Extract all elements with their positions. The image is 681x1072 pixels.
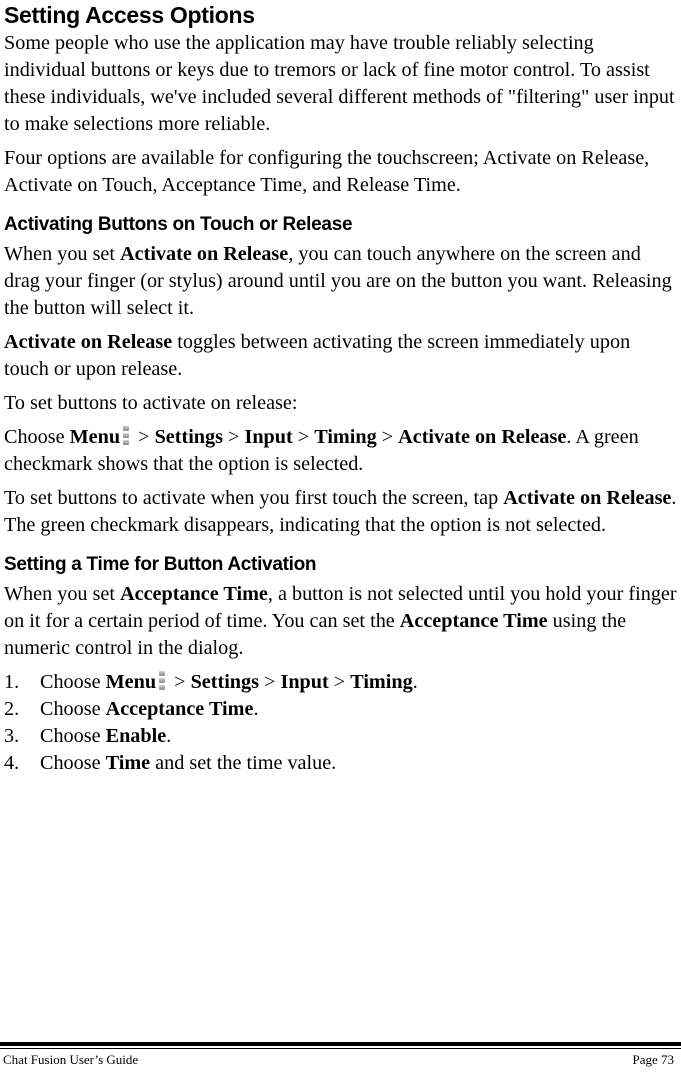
page-title: Setting Access Options <box>4 2 255 28</box>
footer-guide-title: Chat Fusion User’s Guide <box>3 1052 139 1067</box>
list-item: 3. Choose Enable. <box>4 725 172 747</box>
footer-page-number: Page 73 <box>632 1052 674 1067</box>
activate-release-description: When you set Activate on Release, you can touch anywhere on the screen and drag your finger (or stylus) around until you are on the button you want. Releasing the button will select it. <box>4 243 672 319</box>
activate-release-menu-path: Choose Menu > Settings > Input > Timing > Activate on Release. A green checkmark shows that the option is selected. <box>4 426 639 475</box>
intro-paragraph-2: Four options are available for configuring the touchscreen; Activate on Release, Activate on Touch, Acceptance Time, and Release Time. <box>4 147 650 196</box>
list-item: 2. Choose Acceptance Time. <box>4 698 259 720</box>
document-page <box>4 0 678 777</box>
acceptance-time-description: When you set Acceptance Time, a button is not selected until you hold your finger on it for a certain period of time. You can set the Acceptance Time using the numeric control in the dialog. <box>4 583 677 659</box>
page-footer <box>0 1042 681 1068</box>
footer-rule-thick <box>0 1042 681 1046</box>
acceptance-time-steps <box>4 669 678 777</box>
activate-touch-instruction: To set buttons to activate when you first touch the screen, tap Activate on Release. The green checkmark disappears, indicating that the option is not selected. <box>4 487 677 536</box>
activate-release-instruction-intro: To set buttons to activate on release: <box>4 392 298 414</box>
section-heading-acceptance-time: Setting a Time for Button Activation <box>4 554 317 575</box>
section-heading-activation: Activating Buttons on Touch or Release <box>4 214 353 235</box>
menu-icon <box>158 669 166 691</box>
list-item: 4. Choose Time and set the time value. <box>4 752 337 774</box>
intro-paragraph-1: Some people who use the application may have trouble reliably selecting individual buttons or keys due to tremors or lack of fine motor control. To assist these individuals, we've included several different methods of "filtering" user input to make selections more reliable. <box>4 32 675 135</box>
menu-icon <box>122 424 130 446</box>
list-item: 1. Choose Menu > Settings > Input > Timing. <box>4 671 418 693</box>
activate-release-toggle-description: Activate on Release toggles between activating the screen immediately upon touch or upon release. <box>4 331 631 380</box>
footer-row <box>0 1049 681 1068</box>
